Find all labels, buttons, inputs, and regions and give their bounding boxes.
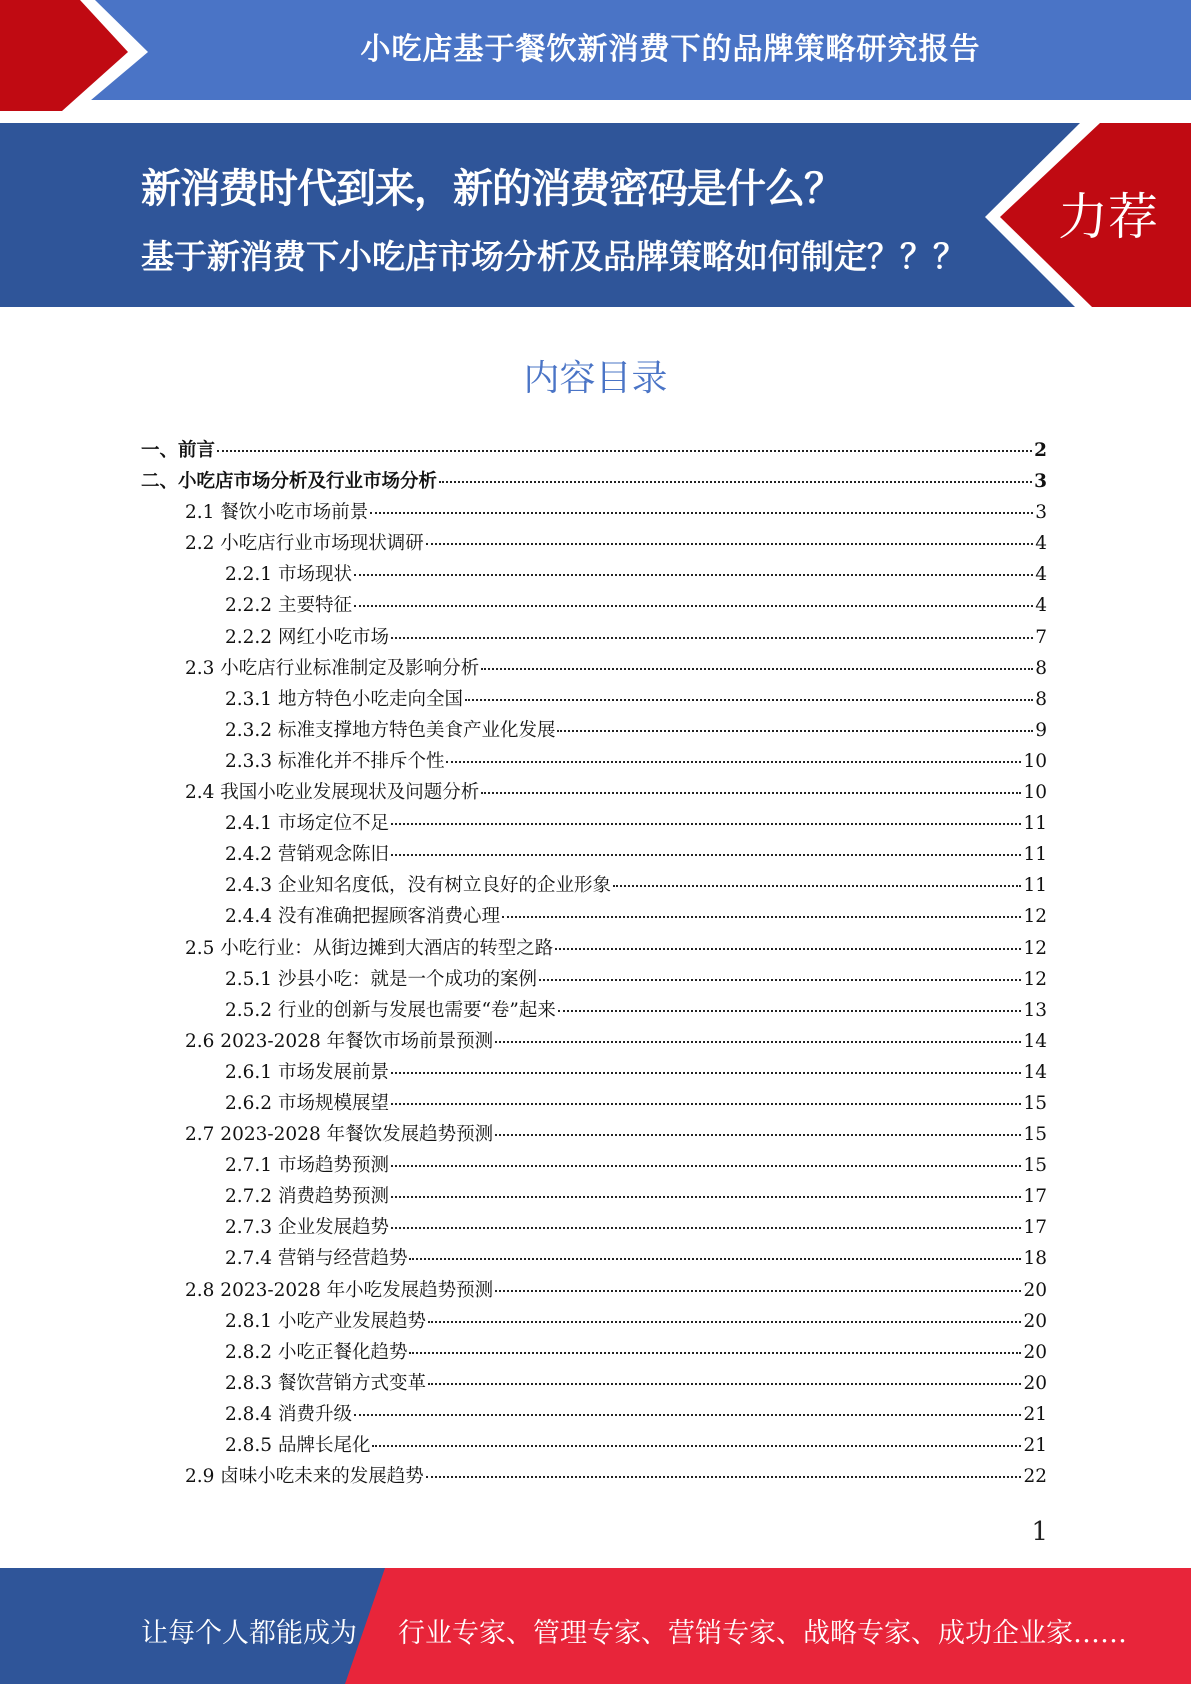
toc-entry-title: 2.8 2023-2028 年小吃发展趋势预测	[185, 1279, 494, 1301]
toc-dot-leader	[426, 1476, 1022, 1478]
toc-entry-page: 14	[1023, 1030, 1047, 1052]
top-banner	[0, 0, 1191, 111]
toc-entry-title: 二、小吃店市场分析及行业市场分析	[141, 471, 438, 493]
toc-entry-title: 一、前言	[141, 440, 216, 461]
toc-dot-leader	[428, 1321, 1021, 1323]
toc-entry-page: 8	[1035, 657, 1047, 679]
toc-entry-page: 15	[1023, 1124, 1047, 1146]
toc-dot-leader	[391, 854, 1021, 856]
toc-entry[interactable]	[141, 623, 1047, 654]
toc-entry-title: 2.8.4 消费升级	[225, 1403, 352, 1425]
toc-entry[interactable]	[141, 1244, 1047, 1275]
toc-dot-leader	[439, 481, 1032, 483]
toc-entry-page: 11	[1023, 813, 1047, 835]
toc-entry[interactable]	[141, 1462, 1047, 1493]
toc-dot-leader	[372, 1445, 1021, 1447]
headline-banner	[0, 123, 1191, 307]
table-of-contents	[141, 436, 1047, 1493]
toc-entry-title: 2.4.3 企业知名度低，没有树立良好的企业形象	[225, 875, 611, 897]
toc-entry[interactable]	[141, 809, 1047, 840]
toc-entry-title: 2.4.4 没有准确把握顾客消费心理	[225, 906, 500, 928]
toc-entry[interactable]	[141, 498, 1047, 529]
footer	[0, 1568, 1191, 1684]
toc-entry[interactable]	[141, 1089, 1047, 1120]
headline-banner-graphic	[0, 123, 1191, 307]
toc-dot-leader	[391, 1072, 1021, 1074]
toc-entry-page: 10	[1023, 750, 1047, 772]
footer-slogan-right: 行业专家、管理专家、营销专家、战略专家、成功企业家……	[398, 1618, 1127, 1649]
toc-entry-page: 21	[1023, 1435, 1047, 1456]
toc-entry-page: 4	[1035, 564, 1047, 586]
toc-dot-leader	[426, 543, 1033, 545]
toc-entry-page: 4	[1035, 595, 1047, 617]
toc-dot-leader	[217, 450, 1032, 452]
toc-dot-leader	[555, 948, 1021, 950]
toc-entry-title: 2.6 2023-2028 年餐饮市场前景预测	[185, 1030, 494, 1052]
toc-entry-title: 2.7.4 营销与经营趋势	[225, 1248, 408, 1270]
toc-entry-page: 20	[1023, 1310, 1047, 1332]
toc-entry-title: 2.6.1 市场发展前景	[225, 1061, 389, 1083]
toc-entry-title: 2.5 小吃行业：从街边摊到大酒店的转型之路	[185, 937, 554, 959]
toc-dot-leader	[391, 823, 1021, 825]
toc-entry-title: 2.2.2 网红小吃市场	[225, 626, 389, 648]
toc-entry-title: 2.2 小吃店行业市场现状调研	[185, 533, 424, 555]
report-title: 小吃店基于餐饮新消费下的品牌策略研究报告	[360, 32, 981, 67]
toc-entry[interactable]	[141, 1276, 1047, 1307]
toc-entry[interactable]	[141, 654, 1047, 685]
toc-entry-title: 2.1 餐饮小吃市场前景	[185, 502, 369, 524]
toc-entry-page: 18	[1023, 1248, 1047, 1270]
toc-entry[interactable]	[141, 1307, 1047, 1338]
toc-entry[interactable]	[141, 467, 1047, 498]
footer-slogan-left: 让每个人都能成为	[141, 1618, 357, 1649]
toc-entry-title: 2.5.2 行业的创新与发展也需要“卷”起来	[225, 999, 556, 1021]
toc-entry[interactable]	[141, 1058, 1047, 1089]
toc-entry-title: 2.7.1 市场趋势预测	[225, 1155, 389, 1177]
page-number: 1	[1031, 1517, 1048, 1547]
toc-entry-title: 2.4.1 市场定位不足	[225, 813, 389, 835]
toc-dot-leader	[465, 699, 1033, 701]
toc-entry-page: 7	[1035, 626, 1047, 648]
toc-entry-page: 2	[1034, 440, 1047, 461]
toc-entry[interactable]	[141, 840, 1047, 871]
toc-dot-leader	[495, 1290, 1021, 1292]
toc-dot-leader	[446, 761, 1021, 763]
toc-dot-leader	[391, 1227, 1021, 1229]
toc-entry-title: 2.8.3 餐饮营销方式变革	[225, 1372, 426, 1394]
toc-dot-leader	[539, 979, 1021, 981]
toc-entry-title: 2.3.1 地方特色小吃走向全国	[225, 688, 463, 710]
toc-entry[interactable]	[141, 685, 1047, 716]
toc-entry[interactable]	[141, 965, 1047, 996]
toc-dot-leader	[495, 1134, 1021, 1136]
headline-question-2: 基于新消费下小吃店市场分析及品牌策略如何制定？？？	[141, 237, 966, 276]
toc-dot-leader	[354, 1414, 1022, 1416]
toc-entry[interactable]	[141, 934, 1047, 965]
toc-heading: 内容目录	[523, 358, 668, 399]
toc-dot-leader	[495, 1041, 1021, 1043]
toc-entry[interactable]	[141, 778, 1047, 809]
toc-entry-title: 2.5.1 沙县小吃：就是一个成功的案例	[225, 968, 537, 990]
toc-dot-leader	[391, 637, 1033, 639]
toc-entry-title: 2.9 卤味小吃未来的发展趋势	[185, 1466, 424, 1488]
toc-entry-page: 12	[1023, 906, 1047, 928]
toc-entry[interactable]	[141, 591, 1047, 622]
recommend-badge: 力荐	[1058, 188, 1158, 246]
toc-dot-leader	[409, 1258, 1021, 1260]
toc-entry[interactable]	[141, 1213, 1047, 1244]
toc-entry-page: 8	[1035, 688, 1047, 710]
toc-entry-page: 15	[1023, 1092, 1047, 1114]
toc-entry-title: 2.6.2 市场规模展望	[225, 1092, 389, 1114]
toc-entry[interactable]	[141, 560, 1047, 591]
toc-entry-page: 10	[1023, 782, 1047, 804]
toc-entry-page: 3	[1034, 471, 1047, 493]
toc-entry[interactable]	[141, 716, 1047, 747]
toc-dot-leader	[354, 605, 1033, 607]
toc-entry-page: 17	[1023, 1186, 1047, 1208]
toc-entry-page: 20	[1023, 1372, 1047, 1394]
toc-dot-leader	[391, 1196, 1021, 1198]
toc-entry[interactable]	[141, 747, 1047, 778]
toc-dot-leader	[370, 512, 1033, 514]
toc-entry[interactable]	[141, 1182, 1047, 1213]
toc-entry-page: 11	[1023, 844, 1047, 866]
toc-entry-page: 4	[1035, 533, 1047, 555]
toc-dot-leader	[391, 1103, 1021, 1105]
toc-entry-page: 22	[1023, 1466, 1047, 1488]
toc-entry-page: 12	[1023, 937, 1047, 959]
toc-entry-page: 21	[1023, 1403, 1047, 1425]
toc-dot-leader	[354, 574, 1033, 576]
toc-entry[interactable]	[141, 1431, 1047, 1462]
toc-entry-title: 2.2.2 主要特征	[225, 595, 352, 617]
toc-dot-leader	[502, 916, 1021, 918]
toc-entry-page: 12	[1023, 968, 1047, 990]
toc-entry[interactable]	[141, 1369, 1047, 1400]
toc-dot-leader	[391, 1165, 1021, 1167]
toc-entry-page: 9	[1035, 719, 1047, 741]
toc-entry[interactable]	[141, 1027, 1047, 1058]
toc-entry-page: 11	[1023, 875, 1047, 897]
toc-entry[interactable]	[141, 1338, 1047, 1369]
toc-entry-title: 2.7.2 消费趋势预测	[225, 1186, 389, 1208]
toc-dot-leader	[481, 792, 1021, 794]
headline-question-1: 新消费时代到来，新的消费密码是什么？	[141, 166, 843, 212]
toc-entry-page: 20	[1023, 1341, 1047, 1363]
toc-entry-page: 14	[1023, 1061, 1047, 1083]
toc-dot-leader	[481, 668, 1033, 670]
toc-dot-leader	[409, 1352, 1021, 1354]
toc-entry[interactable]	[141, 902, 1047, 933]
toc-entry-title: 2.8.2 小吃正餐化趋势	[225, 1341, 408, 1363]
toc-entry-title: 2.7.3 企业发展趋势	[225, 1217, 389, 1239]
toc-entry[interactable]	[141, 436, 1047, 467]
toc-entry-title: 2.8.1 小吃产业发展趋势	[225, 1310, 426, 1332]
toc-entry-page: 13	[1023, 999, 1047, 1021]
toc-entry-title: 2.4 我国小吃业发展现状及问题分析	[185, 782, 480, 804]
toc-entry[interactable]	[141, 1151, 1047, 1182]
toc-entry-page: 3	[1035, 502, 1047, 524]
toc-entry[interactable]	[141, 871, 1047, 902]
toc-entry-title: 2.8.5 品牌长尾化	[225, 1435, 371, 1456]
toc-entry-title: 2.7 2023-2028 年餐饮发展趋势预测	[185, 1124, 494, 1146]
toc-entry-title: 2.3.2 标准支撑地方特色美食产业化发展	[225, 719, 556, 741]
toc-entry-title: 2.4.2 营销观念陈旧	[225, 844, 389, 866]
toc-entry-page: 17	[1023, 1217, 1047, 1239]
toc-dot-leader	[558, 1010, 1022, 1012]
toc-entry-title: 2.2.1 市场现状	[225, 564, 352, 586]
toc-entry[interactable]	[141, 529, 1047, 560]
toc-dot-leader	[613, 885, 1021, 887]
toc-entry-page: 20	[1023, 1279, 1047, 1301]
toc-dot-leader	[557, 730, 1033, 732]
toc-entry[interactable]	[141, 1400, 1047, 1431]
toc-entry[interactable]	[141, 996, 1047, 1027]
toc-entry-page: 15	[1023, 1155, 1047, 1177]
toc-entry-title: 2.3 小吃店行业标准制定及影响分析	[185, 657, 480, 679]
toc-entry[interactable]	[141, 1120, 1047, 1151]
toc-entry-title: 2.3.3 标准化并不排斥个性	[225, 750, 445, 772]
toc-dot-leader	[428, 1383, 1021, 1385]
